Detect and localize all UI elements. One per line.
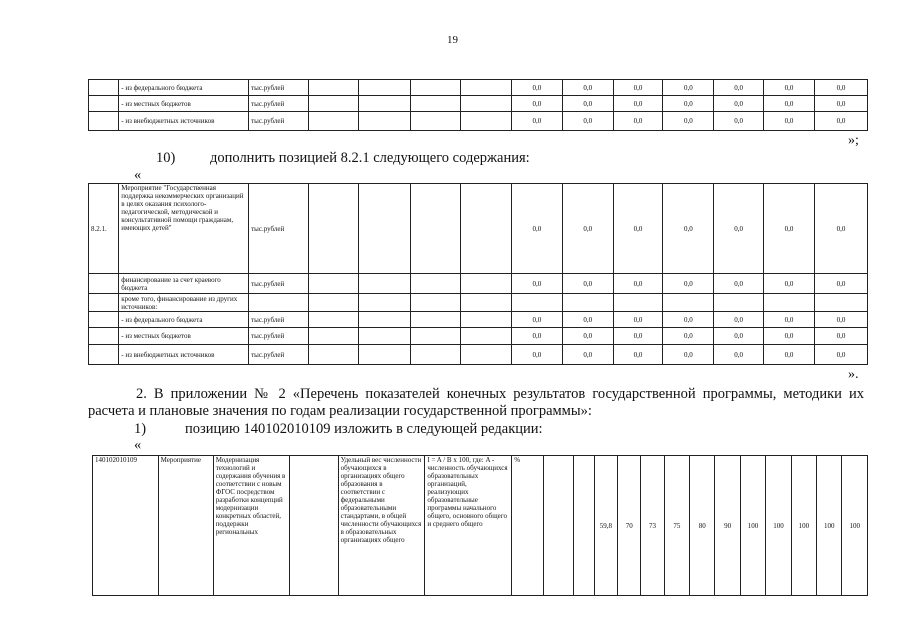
empty-cell [308,80,359,96]
code-cell [89,328,119,345]
empty-cell [411,112,461,131]
unit-cell: тыс.рублей [249,112,309,131]
row-label: - из внебюджетных источников [119,345,249,365]
funding-table-8-2-1 [88,183,868,365]
paragraph-2: 2. В приложении № 2 «Перечень показателей конечных результатов государственной программы, методики их расчета и плановые значения по годам реализации государственной программы»: [88,386,864,419]
funding-table-continued [88,79,868,131]
value-cell: 0,0 [613,328,663,345]
value-cell: 59,8 [594,456,617,596]
code-cell [89,312,119,328]
value-cell: 0,0 [714,112,764,131]
empty-cell [308,294,359,312]
value-cell: 70 [618,456,641,596]
row-code: 140102010109 [93,456,159,596]
value-cell: 0,0 [764,184,815,274]
table-row [89,328,868,345]
empty-cell [461,274,512,294]
value-cell: 100 [817,456,842,596]
empty-cell [411,80,461,96]
empty-cell [461,294,512,312]
value-cell: 0,0 [663,312,714,328]
value-cell: 0,0 [764,274,815,294]
value-cell: 0,0 [714,96,764,112]
value-cell: 90 [715,456,740,596]
empty-cell [308,112,359,131]
empty-cell [359,294,411,312]
empty-cell [573,456,594,596]
empty-cell [461,184,512,274]
row-label: - из местных бюджетов [119,96,249,112]
value-cell: 0,0 [714,312,764,328]
value-cell: 0,0 [663,328,714,345]
value-cell: 0,0 [764,112,815,131]
value-cell [764,294,815,312]
value-cell: 100 [791,456,816,596]
value-cell: 0,0 [511,96,562,112]
value-cell: 0,0 [814,184,867,274]
position-code: 8.2.1. [89,184,119,274]
unit-cell: тыс.рублей [249,328,309,345]
row-label: - из местных бюджетов [119,328,249,345]
indicator-table [92,455,868,596]
value-cell: 0,0 [814,274,867,294]
value-cell: 0,0 [714,80,764,96]
unit-cell: % [512,456,544,596]
value-cell: 0,0 [764,345,815,365]
empty-cell [543,456,573,596]
code-cell [89,294,119,312]
empty-cell [411,345,461,365]
value-cell: 0,0 [511,345,562,365]
row-label: кроме того, финансирование из других источников: [119,294,249,312]
value-cell: 0,0 [562,328,613,345]
unit-cell: тыс.рублей [249,184,309,274]
value-cell: 0,0 [814,328,867,345]
value-cell: 0,0 [814,112,867,131]
value-cell: 0,0 [562,274,613,294]
value-cell: 0,0 [764,328,815,345]
row-label: - из внебюджетных источников [119,112,249,131]
value-cell: 0,0 [814,96,867,112]
value-cell: 75 [664,456,689,596]
empty-cell [308,96,359,112]
value-cell: 0,0 [764,96,815,112]
empty-cell [359,80,411,96]
empty-cell [359,328,411,345]
row-label: Мероприятие "Государственная поддержка некоммерческих организаций в целях оказания психолого-педагогической, методической и консультативной помощи гражданам, имеющих детей" [119,184,249,274]
value-cell [562,294,613,312]
open-quote: « [134,437,142,453]
value-cell [511,294,562,312]
value-cell: 0,0 [511,274,562,294]
event-name: Модернизация технологий и содержания обучения в соответствии с новым ФГОС посредством разработки концепций модернизации конкретных областей, поддержки региональных [213,456,289,596]
item-number: 1) [134,421,147,437]
value-cell: 0,0 [562,112,613,131]
table-row [89,294,868,312]
value-cell: 0,0 [562,184,613,274]
value-cell [613,294,663,312]
unit-cell: тыс.рублей [249,96,309,112]
value-cell: 0,0 [613,312,663,328]
code-cell [89,80,119,96]
row-label: финансирование за счет краевого бюджета [119,274,249,294]
empty-cell [461,96,512,112]
value-cell: 0,0 [613,345,663,365]
value-cell: 100 [766,456,791,596]
value-cell: 0,0 [663,184,714,274]
value-cell: 80 [690,456,715,596]
value-cell: 0,0 [511,312,562,328]
empty-cell [359,312,411,328]
value-cell [714,294,764,312]
code-cell [89,274,119,294]
value-cell: 0,0 [511,112,562,131]
empty-cell [359,345,411,365]
value-cell: 0,0 [814,80,867,96]
unit-cell: тыс.рублей [249,80,309,96]
empty-cell [461,345,512,365]
table-row [89,112,868,131]
value-cell: 0,0 [714,345,764,365]
value-cell: 0,0 [714,184,764,274]
unit-cell: тыс.рублей [249,274,309,294]
empty-cell [308,274,359,294]
empty-cell [411,96,461,112]
table-row [89,184,868,274]
value-cell: 0,0 [663,112,714,131]
value-cell: 0,0 [663,96,714,112]
empty-cell [461,80,512,96]
code-cell [89,345,119,365]
open-quote: « [134,167,142,183]
value-cell: 0,0 [562,345,613,365]
empty-cell [359,184,411,274]
value-cell: 0,0 [562,96,613,112]
value-cell: 0,0 [764,312,815,328]
value-cell: 100 [842,456,868,596]
item-text: дополнить позицией 8.2.1 следующего содержания: [210,150,530,166]
value-cell: 0,0 [714,328,764,345]
empty-cell [308,345,359,365]
close-quote: »; [848,133,859,148]
empty-cell [411,312,461,328]
empty-cell [359,112,411,131]
empty-cell [289,456,338,596]
value-cell: 0,0 [613,274,663,294]
unit-cell [249,294,309,312]
value-cell: 0,0 [511,184,562,274]
value-cell: 0,0 [714,274,764,294]
value-cell [663,294,714,312]
empty-cell [359,96,411,112]
unit-cell: тыс.рублей [249,312,309,328]
value-cell: 0,0 [613,80,663,96]
value-cell: 0,0 [511,80,562,96]
empty-cell [461,112,512,131]
indicator-name: Удельный вес численности обучающихся в организациях общего образования в соответствии с федеральными образовательными стандартами, в общей численности обучающихся в образовательных организациях общего [338,456,425,596]
table-row [89,274,868,294]
value-cell: 0,0 [764,80,815,96]
item-text: позицию 140102010109 изложить в следующей редакции: [185,421,543,437]
value-cell: 0,0 [613,112,663,131]
empty-cell [411,184,461,274]
table-row [89,80,868,96]
value-cell: 0,0 [663,345,714,365]
value-cell [814,294,867,312]
item-number: 10) [156,150,176,166]
empty-cell [461,328,512,345]
empty-cell [411,274,461,294]
value-cell: 100 [740,456,765,596]
value-cell: 0,0 [562,80,613,96]
value-cell: 73 [641,456,664,596]
row-label: - из федерального бюджета [119,312,249,328]
value-cell: 0,0 [663,80,714,96]
empty-cell [411,294,461,312]
close-quote: ». [848,367,859,382]
value-cell: 0,0 [613,184,663,274]
table-row [89,345,868,365]
table-row [89,96,868,112]
page-number: 19 [447,34,458,46]
empty-cell [359,274,411,294]
unit-cell: тыс.рублей [249,345,309,365]
code-cell [89,96,119,112]
value-cell: 0,0 [814,345,867,365]
row-label: - из федерального бюджета [119,80,249,96]
row-type: Мероприятие [158,456,213,596]
empty-cell [308,312,359,328]
value-cell: 0,0 [562,312,613,328]
value-cell: 0,0 [511,328,562,345]
calculation-formula: I = A / B x 100, где: A - численность обучающихся образовательных организаций, реализующих образовательные программы начального общего, основного общего и среднего общего [425,456,512,596]
value-cell: 0,0 [814,312,867,328]
value-cell: 0,0 [613,96,663,112]
empty-cell [461,312,512,328]
table-row [89,312,868,328]
value-cell: 0,0 [663,274,714,294]
code-cell [89,112,119,131]
empty-cell [411,328,461,345]
empty-cell [308,184,359,274]
empty-cell [308,328,359,345]
